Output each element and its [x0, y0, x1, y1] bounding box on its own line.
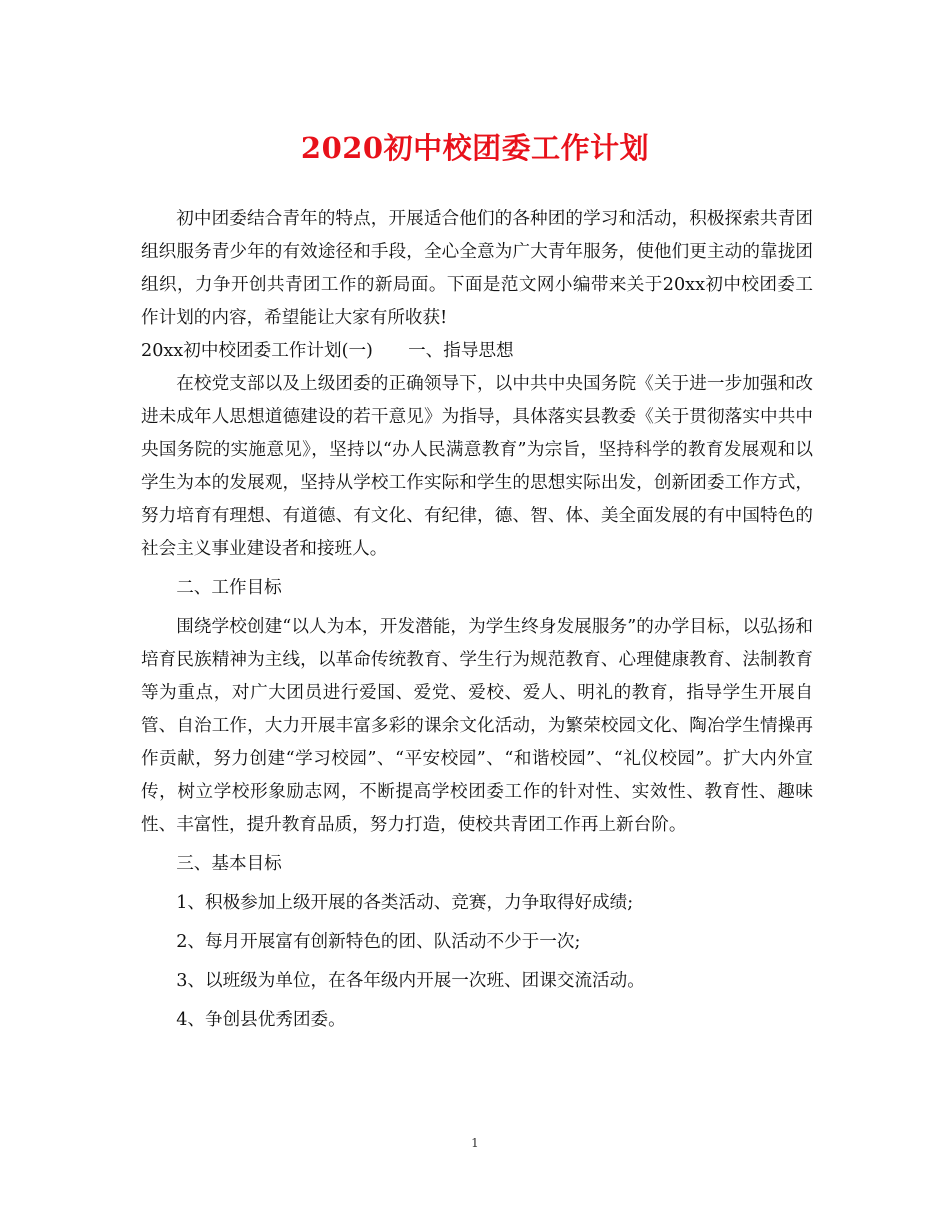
paragraph-guiding-ideology: 在校党支部以及上级团委的正确领导下，以中共中央国务院《关于进一步加强和改进未成年人思想道德建设的若干意见》为指导，具体落实县教委《关于贯彻落实中共中央国务院的实施意见》，坚持以“办人民满意教育”为宗旨，坚持科学的教育发展观和以学生为本的发展观，坚持从学校工作实际和学生的思想实际出发，创新团委工作方式，努力培育有理想、有道德、有文化、有纪律，德、智、体、美全面发展的有中国特色的社会主义事业建设者和接班人。 — [141, 374, 813, 559]
paragraph-heading-work-goals: 二、工作目标 — [176, 578, 282, 598]
page-number: 1 — [471, 1136, 479, 1150]
document-body — [141, 203, 813, 1037]
list-item-goal-3: 3、以班级为单位，在各年级内开展一次班、团课交流活动。 — [176, 971, 645, 991]
list-item-goal-2: 2、每月开展富有创新特色的团、队活动不少于一次; — [176, 932, 581, 952]
document-title: 2020初中校团委工作计划 — [300, 131, 650, 165]
paragraph-intro: 初中团委结合青年的特点，开展适合他们的各种团的学习和活动，积极探索共青团组织服务青少年的有效途径和手段，全心全意为广大青年服务，使他们更主动的靠拢团组织，力争开创共青团工作的新局面。下面是范文网小编带来关于20xx初中校团委工作计划的内容，希望能让大家有所收获! — [141, 209, 813, 328]
list-item-goal-4: 4、争创县优秀团委。 — [176, 1010, 346, 1030]
list-item-goal-1: 1、积极参加上级开展的各类活动、竞赛，力争取得好成绩; — [176, 893, 634, 913]
paragraph-section-heading: 20xx初中校团委工作计划(一) 一、指导思想 — [141, 341, 514, 361]
paragraph-heading-basic-goals: 三、基本目标 — [176, 854, 282, 874]
paragraph-work-goals: 围绕学校创建“以人为本，开发潜能，为学生终身发展服务”的办学目标，以弘扬和培育民族精神为主线，以革命传统教育、学生行为规范教育、心理健康教育、法制教育等为重点，对广大团员进行爱国、爱党、爱校、爱人、明礼的教育，指导学生开展自管、自治工作，大力开展丰富多彩的课余文化活动，为繁荣校园文化、陶冶学生情操再作贡献，努力创建“学习校园”、“平安校园”、“和谐校园”、“礼仪校园”。扩大内外宣传，树立学校形象励志网，不断提高学校团委工作的针对性、实效性、教育性、趣味性、丰富性，提升教育品质，努力打造，使校共青团工作再上新台阶。 — [141, 617, 813, 835]
